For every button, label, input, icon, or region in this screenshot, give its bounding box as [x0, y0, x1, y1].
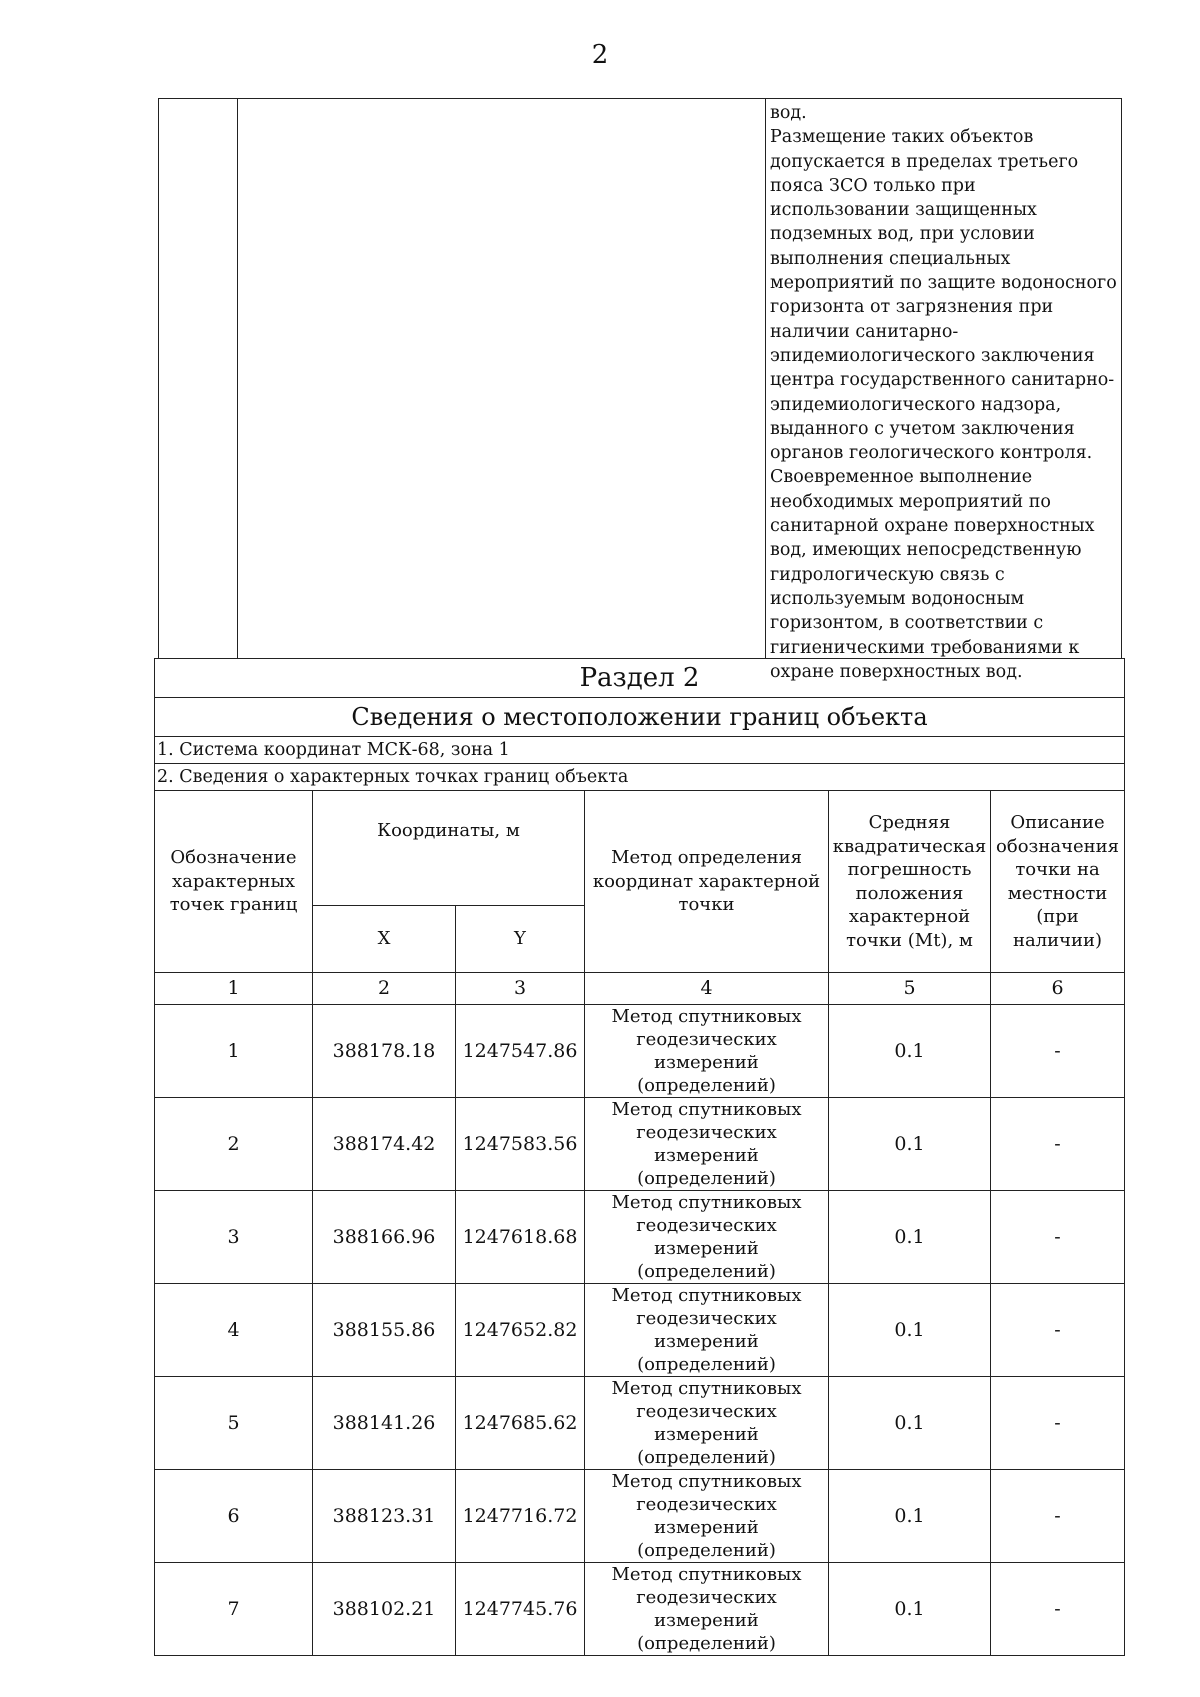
header-coordinates: Координаты, м — [313, 791, 585, 906]
error-cell: 0.1 — [829, 1284, 991, 1377]
y-coordinate-cell: 1247583.56 — [456, 1098, 585, 1191]
header-error: Средняя квадратическая погрешность положения характерной точки (Mt), м — [829, 791, 991, 973]
section-subtitle: Сведения о местоположении границ объекта — [155, 698, 1125, 737]
x-coordinate-cell: 388141.26 — [313, 1377, 456, 1470]
error-cell: 0.1 — [829, 1563, 991, 1656]
point-id-cell: 2 — [155, 1098, 313, 1191]
x-coordinate-cell: 388178.18 — [313, 1005, 456, 1098]
y-coordinate-cell: 1247618.68 — [456, 1191, 585, 1284]
error-cell: 0.1 — [829, 1098, 991, 1191]
x-coordinate-cell: 388102.21 — [313, 1563, 456, 1656]
table-row — [155, 1377, 1125, 1470]
error-cell: 0.1 — [829, 1005, 991, 1098]
description-cell: - — [991, 1191, 1125, 1284]
method-cell: Метод спутниковых геодезических измерений (определений) — [585, 1191, 829, 1284]
method-cell: Метод спутниковых геодезических измерений (определений) — [585, 1563, 829, 1656]
page-number: 2 — [591, 40, 609, 70]
header-designation: Обозначение характерных точек границ — [155, 791, 313, 973]
column-number: 3 — [456, 973, 585, 1005]
table-row — [155, 1098, 1125, 1191]
header-x: X — [313, 906, 456, 973]
method-cell: Метод спутниковых геодезических измерений (определений) — [585, 1098, 829, 1191]
table-row — [155, 1563, 1125, 1656]
x-coordinate-cell: 388174.42 — [313, 1098, 456, 1191]
y-coordinate-cell: 1247745.76 — [456, 1563, 585, 1656]
coordinate-system: 1. Система координат МСК-68, зона 1 — [155, 737, 1125, 764]
y-coordinate-cell: 1247547.86 — [456, 1005, 585, 1098]
column-numbers-row — [155, 973, 1125, 1005]
header-description: Описание обозначения точки на местности (при наличии) — [991, 791, 1125, 973]
description-cell: - — [991, 1098, 1125, 1191]
header-y: Y — [456, 906, 585, 973]
table-row — [155, 1191, 1125, 1284]
method-cell: Метод спутниковых геодезических измерений (определений) — [585, 1284, 829, 1377]
method-cell: Метод спутниковых геодезических измерений (определений) — [585, 1005, 829, 1098]
description-cell: - — [991, 1284, 1125, 1377]
x-coordinate-cell: 388123.31 — [313, 1470, 456, 1563]
point-id-cell: 1 — [155, 1005, 313, 1098]
y-coordinate-cell: 1247652.82 — [456, 1284, 585, 1377]
method-cell: Метод спутниковых геодезических измерений (определений) — [585, 1377, 829, 1470]
point-id-cell: 4 — [155, 1284, 313, 1377]
column-number: 1 — [155, 973, 313, 1005]
error-cell: 0.1 — [829, 1191, 991, 1284]
table-row — [155, 1284, 1125, 1377]
point-id-cell: 3 — [155, 1191, 313, 1284]
description-cell: - — [991, 1470, 1125, 1563]
column-number: 4 — [585, 973, 829, 1005]
table-row — [155, 1470, 1125, 1563]
column-number: 5 — [829, 973, 991, 1005]
point-id-cell: 7 — [155, 1563, 313, 1656]
points-heading: 2. Сведения о характерных точках границ объекта — [155, 764, 1125, 791]
column-divider — [237, 99, 238, 658]
y-coordinate-cell: 1247716.72 — [456, 1470, 585, 1563]
table-row — [155, 1005, 1125, 1098]
description-cell: - — [991, 1005, 1125, 1098]
description-cell: - — [991, 1563, 1125, 1656]
error-cell: 0.1 — [829, 1377, 991, 1470]
error-cell: 0.1 — [829, 1470, 991, 1563]
y-coordinate-cell: 1247685.62 — [456, 1377, 585, 1470]
section-title: Раздел 2 — [155, 659, 1125, 698]
header-method: Метод определения координат характерной точки — [585, 791, 829, 973]
description-cell: - — [991, 1377, 1125, 1470]
column-divider — [765, 99, 766, 658]
method-cell: Метод спутниковых геодезических измерений (определений) — [585, 1470, 829, 1563]
x-coordinate-cell: 388155.86 — [313, 1284, 456, 1377]
boundary-points-table — [154, 658, 1125, 1656]
point-id-cell: 6 — [155, 1470, 313, 1563]
x-coordinate-cell: 388166.96 — [313, 1191, 456, 1284]
restrictions-text: вод. Размещение таких объектов допускается в пределах третьего пояса ЗСО только при использовании защищенных подземных вод, при условии выполнения специальных мероприятий по защите водоносного горизонта от загрязнения при наличии санитарно-эпидемиологического заключения центра государственного санитарно-эпидемиологического надзора, выданного с учетом заключения органов геологического контроля. Своевременное выполнение необходимых мероприятий по санитарной охране поверхностных вод, имеющих непосредственную гидрологическую связь с используемым водоносным горизонтом, в соответствии с гигиеническими требованиями к охране поверхностных вод. — [770, 103, 1117, 682]
column-number: 6 — [991, 973, 1125, 1005]
column-number: 2 — [313, 973, 456, 1005]
point-id-cell: 5 — [155, 1377, 313, 1470]
